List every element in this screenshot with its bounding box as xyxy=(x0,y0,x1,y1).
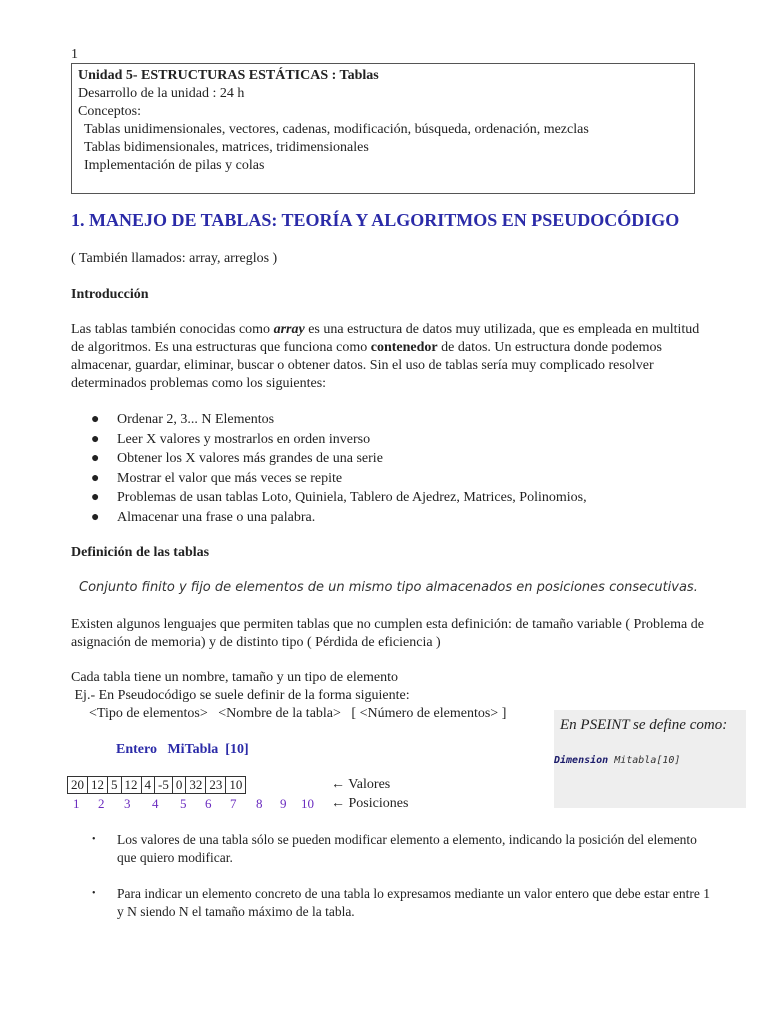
unit-duration: Desarrollo de la unidad : 24 h xyxy=(78,86,245,101)
bullet-icon: • xyxy=(92,888,96,899)
definition-heading: Definición de las tablas xyxy=(71,545,210,560)
array-values-table xyxy=(67,776,246,794)
pseint-box xyxy=(554,710,746,808)
note-text: Para indicar un elemento concreto de una tabla lo expresamos mediante un valor entero que debe estar entre 1 y N siendo N el tamaño máximo de la tabla. xyxy=(117,886,711,919)
array-cell: 32 xyxy=(186,777,206,794)
list-item xyxy=(71,885,711,921)
notes-list xyxy=(71,831,711,867)
position-label: 2 xyxy=(98,796,105,811)
array-cell: 20 xyxy=(68,777,88,794)
list-item-text: Mostrar el valor que más veces se repite xyxy=(117,470,343,486)
array-cell: 4 xyxy=(141,777,155,794)
pseint-title: En PSEINT se define como: xyxy=(560,717,728,733)
bullet-icon: • xyxy=(92,834,96,845)
unit-summary-box xyxy=(71,63,695,194)
bullet-icon: ● xyxy=(91,470,100,486)
array-cell: 12 xyxy=(121,777,141,794)
intro-emphasis-array: array xyxy=(273,322,305,337)
intro-paragraph xyxy=(71,321,711,393)
intro-heading: Introducción xyxy=(71,287,149,302)
section-title: 1. MANEJO DE TABLAS: TEORÍA Y ALGORITMOS EN PSEUDOCÓDIGO xyxy=(71,210,680,230)
list-item xyxy=(71,430,587,450)
intro-strong-contenedor: contenedor xyxy=(370,340,438,355)
syntax-line: Ej.- En Pseudocódigo se suele definir de la forma siguiente: xyxy=(71,688,410,703)
list-item xyxy=(71,410,587,430)
position-label: 5 xyxy=(180,796,187,811)
intro-text: de datos. Un estructura donde podemos almacenar, guardar, eliminar, buscar o obtener datos. Sin el uso de tablas sería muy complicado resolver determinados problemas como los siguientes: xyxy=(71,340,662,391)
syntax-template: <Tipo de elementos> <Nombre de la tabla> [ <Número de elementos> ] xyxy=(89,706,507,721)
array-cell: 5 xyxy=(108,777,122,794)
array-positions xyxy=(67,795,327,813)
concept-item: Implementación de pilas y colas xyxy=(84,158,265,173)
note-text: Los valores de una tabla sólo se pueden modificar elemento a elemento, indicando la posición del elemento que quiero modificar. xyxy=(117,832,697,865)
unit-title: Unidad 5- ESTRUCTURAS ESTÁTICAS : Tablas xyxy=(78,68,379,83)
positions-label: ← Posiciones xyxy=(331,796,409,811)
pseint-code xyxy=(554,752,680,770)
bullet-icon: ● xyxy=(91,412,100,427)
position-label: 8 xyxy=(256,796,263,811)
array-cell: 23 xyxy=(206,777,226,794)
position-label: 3 xyxy=(124,796,131,811)
definition-text: Conjunto finito y fijo de elementos de un mismo tipo almacenados en posiciones consecutivas. xyxy=(79,580,698,595)
pseint-keyword: Dimension xyxy=(554,755,609,766)
position-label: 6 xyxy=(205,796,212,811)
intro-text: Las tablas también conocidas como xyxy=(71,322,274,337)
list-item xyxy=(71,449,587,469)
array-cell: -5 xyxy=(155,777,173,794)
array-cell: 0 xyxy=(172,777,186,794)
bullet-icon: ● xyxy=(91,451,100,466)
array-cell: 10 xyxy=(226,777,246,794)
declaration-example: Entero MiTabla [10] xyxy=(116,742,249,757)
concept-item: Tablas bidimensionales, matrices, tridimensionales xyxy=(84,140,369,155)
also-known-as: ( También llamados: array, arreglos ) xyxy=(71,251,278,266)
list-item-text: Problemas de usan tablas Loto, Quiniela, Tablero de Ajedrez, Matrices, Polinomios, xyxy=(117,490,587,505)
list-item xyxy=(71,488,587,508)
list-item-text: Ordenar 2, 3... N Elementos xyxy=(117,412,275,427)
concepts-label: Conceptos: xyxy=(78,104,141,119)
list-item xyxy=(71,469,587,489)
array-cell: 12 xyxy=(88,777,108,794)
position-label: 4 xyxy=(152,796,159,811)
intro-text: es una estructura de datos muy utilizada, que es empleada en multitud de algoritmos. Es una estructuras que funciona como xyxy=(71,322,700,355)
bullet-icon: ● xyxy=(91,490,100,505)
table-row xyxy=(68,777,246,794)
concept-item: Tablas unidimensionales, vectores, cadenas, modificación, búsqueda, ordenación, mezclas xyxy=(84,122,589,137)
problems-list xyxy=(71,410,587,527)
pseint-code-text: Mitabla[10] xyxy=(608,755,681,766)
position-label: 10 xyxy=(301,796,314,811)
list-item xyxy=(71,831,711,867)
bullet-icon: ● xyxy=(91,431,100,447)
list-item-text: Obtener los X valores más grandes de una serie xyxy=(117,451,383,466)
position-label: 9 xyxy=(280,796,287,811)
position-label: 1 xyxy=(73,796,80,811)
list-item xyxy=(71,508,587,528)
list-item-text: Almacenar una frase o una palabra. xyxy=(117,509,316,525)
syntax-line: Cada tabla tiene un nombre, tamaño y un tipo de elemento xyxy=(71,670,398,685)
notes-list xyxy=(71,885,711,921)
page-number: 1 xyxy=(71,47,78,62)
values-label: ← Valores xyxy=(331,777,391,792)
definition-paragraph: Existen algunos lenguajes que permiten tablas que no cumplen esta definición: de tamaño variable ( Problema de asignación de memoria) y de distinto tipo ( Pérdida de eficiencia ) xyxy=(71,617,704,650)
list-item-text: Leer X valores y mostrarlos en orden inverso xyxy=(117,431,371,447)
position-label: 7 xyxy=(230,796,237,811)
bullet-icon: ● xyxy=(91,509,100,525)
